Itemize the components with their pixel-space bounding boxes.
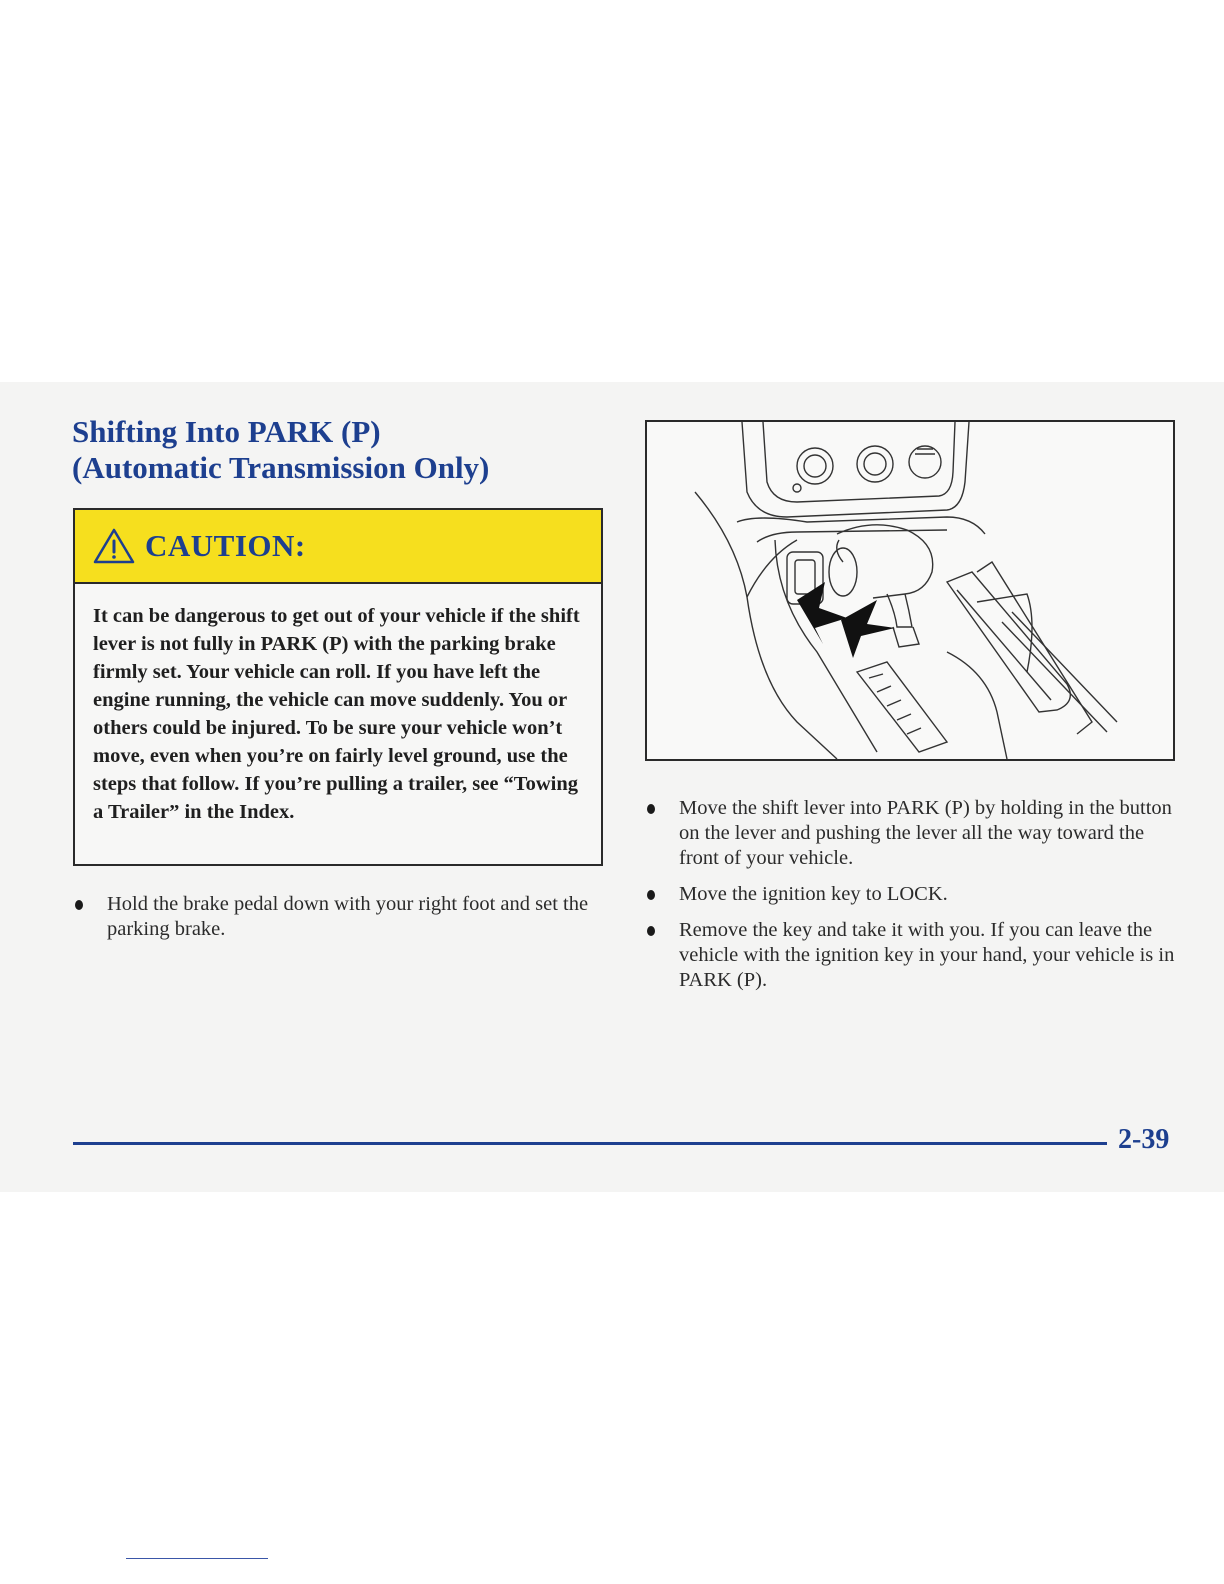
bullet-icon [647,926,655,936]
shift-lever-illustration [645,420,1175,761]
list-item [645,882,1175,907]
step-text: Move the ignition key to LOCK. [679,883,948,905]
page-number: 2-39 [1118,1124,1170,1155]
page-title [72,414,489,486]
console-shifter-drawing [647,422,1173,759]
bullet-icon [647,804,655,814]
warning-triangle-icon [93,528,135,564]
caution-label: CAUTION: [145,528,306,563]
page-title-line-1: Shifting Into PARK (P) [72,414,381,449]
bullet-icon [75,900,83,910]
left-step-list [73,892,593,953]
list-item [73,892,593,942]
step-text: Move the shift lever into PARK (P) by holding in the button on the lever and pushing the lever all the way toward the front of your vehicle. [679,797,1172,869]
caution-header [75,510,601,584]
right-step-list [645,796,1175,1004]
bullet-icon [647,890,655,900]
caution-box [73,508,603,866]
list-item [645,918,1175,993]
step-text: Remove the key and take it with you. If you can leave the vehicle with the ignition key in your hand, your vehicle is in PARK (P). [679,919,1175,991]
caution-text: It can be dangerous to get out of your vehicle if the shift lever is not fully in PARK (P) with the parking brake firmly set. Your vehicle can roll. If you have left the engine running, the vehicle can move suddenly. You or others could be injured. To be sure your vehicle won’t move, even when you’re on fairly level ground, use the steps that follow. If you’re pulling a trailer, see “Towing a Trailer” in the Index. [93,605,580,823]
divider [126,1558,268,1559]
footer-rule [73,1142,1107,1145]
page-title-line-2: (Automatic Transmission Only) [72,450,490,485]
list-item [645,796,1175,871]
step-text: Hold the brake pedal down with your right foot and set the parking brake. [107,893,589,940]
